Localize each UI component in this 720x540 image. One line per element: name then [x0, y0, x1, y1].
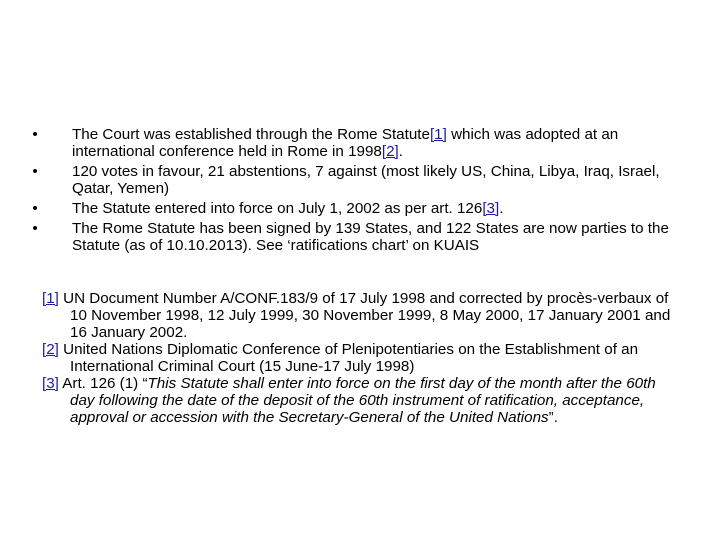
footnote-1: [42, 290, 682, 341]
footnote-2: [42, 341, 682, 375]
bullet-item-signatories: [30, 220, 690, 254]
bullet-text: 120 votes in favour, 21 abstentions, 7 against (most likely US, China, Libya, Iraq, Israel, Qatar, Yemen): [72, 163, 660, 197]
footnote-text: UN Document Number A/CONF.183/9 of 17 July 1998 and corrected by procès-verbaux of 10 November 1998, 12 July 1999, 30 November 1999, 8 May 2000, 17 January 2001 and 16 January 2002.: [58, 290, 671, 341]
bullet-text: .: [398, 143, 403, 160]
footnote-text: United Nations Diplomatic Conference of Plenipotentiaries on the Establishment of an International Criminal Court (15 June-17 July 1998): [58, 341, 639, 375]
footnote-text: Art. 126 (1) “: [58, 375, 148, 392]
footnote-3: [42, 375, 682, 426]
footnote-link-2[interactable]: [2]: [381, 143, 399, 160]
bullet-text: The Rome Statute has been signed by 139 States, and 122 States are now parties to the Statute (as of 10.10.2013). See ‘ratifications chart’ on KUAIS: [72, 220, 669, 254]
bullet-item-court-established: [30, 126, 690, 160]
bullet-item-votes: [30, 163, 690, 197]
bullet-text: .: [499, 200, 504, 217]
footnote-ref-1[interactable]: [1]: [42, 290, 59, 307]
footnote-ref-3[interactable]: [3]: [42, 375, 59, 392]
bullet-list: [30, 126, 690, 257]
bullet-text: The Court was established through the Rome Statute: [72, 126, 430, 143]
bullet-dot: •: [32, 163, 38, 180]
bullet-dot: •: [32, 200, 38, 217]
bullet-item-entry-into-force: [30, 200, 690, 217]
footnote-quote: This Statute shall enter into force on the first day of the month after the 60th day following the date of the deposit of the 60th instrument of ratification, acceptance, approval or accession with the Secretary-General of the United Nations: [70, 375, 656, 426]
footnote-text: ”.: [548, 409, 558, 426]
bullet-text: which was adopted at an international conference held in Rome in 1998: [72, 126, 619, 160]
footnote-link-1[interactable]: [1]: [429, 126, 447, 143]
footnotes-section: [42, 290, 682, 426]
bullet-dot: •: [32, 220, 38, 237]
bullet-text: The Statute entered into force on July 1, 2002 as per art. 126: [72, 200, 483, 217]
footnote-link-3[interactable]: [3]: [482, 200, 500, 217]
bullet-dot: •: [32, 126, 38, 143]
footnote-ref-2[interactable]: [2]: [42, 341, 59, 358]
